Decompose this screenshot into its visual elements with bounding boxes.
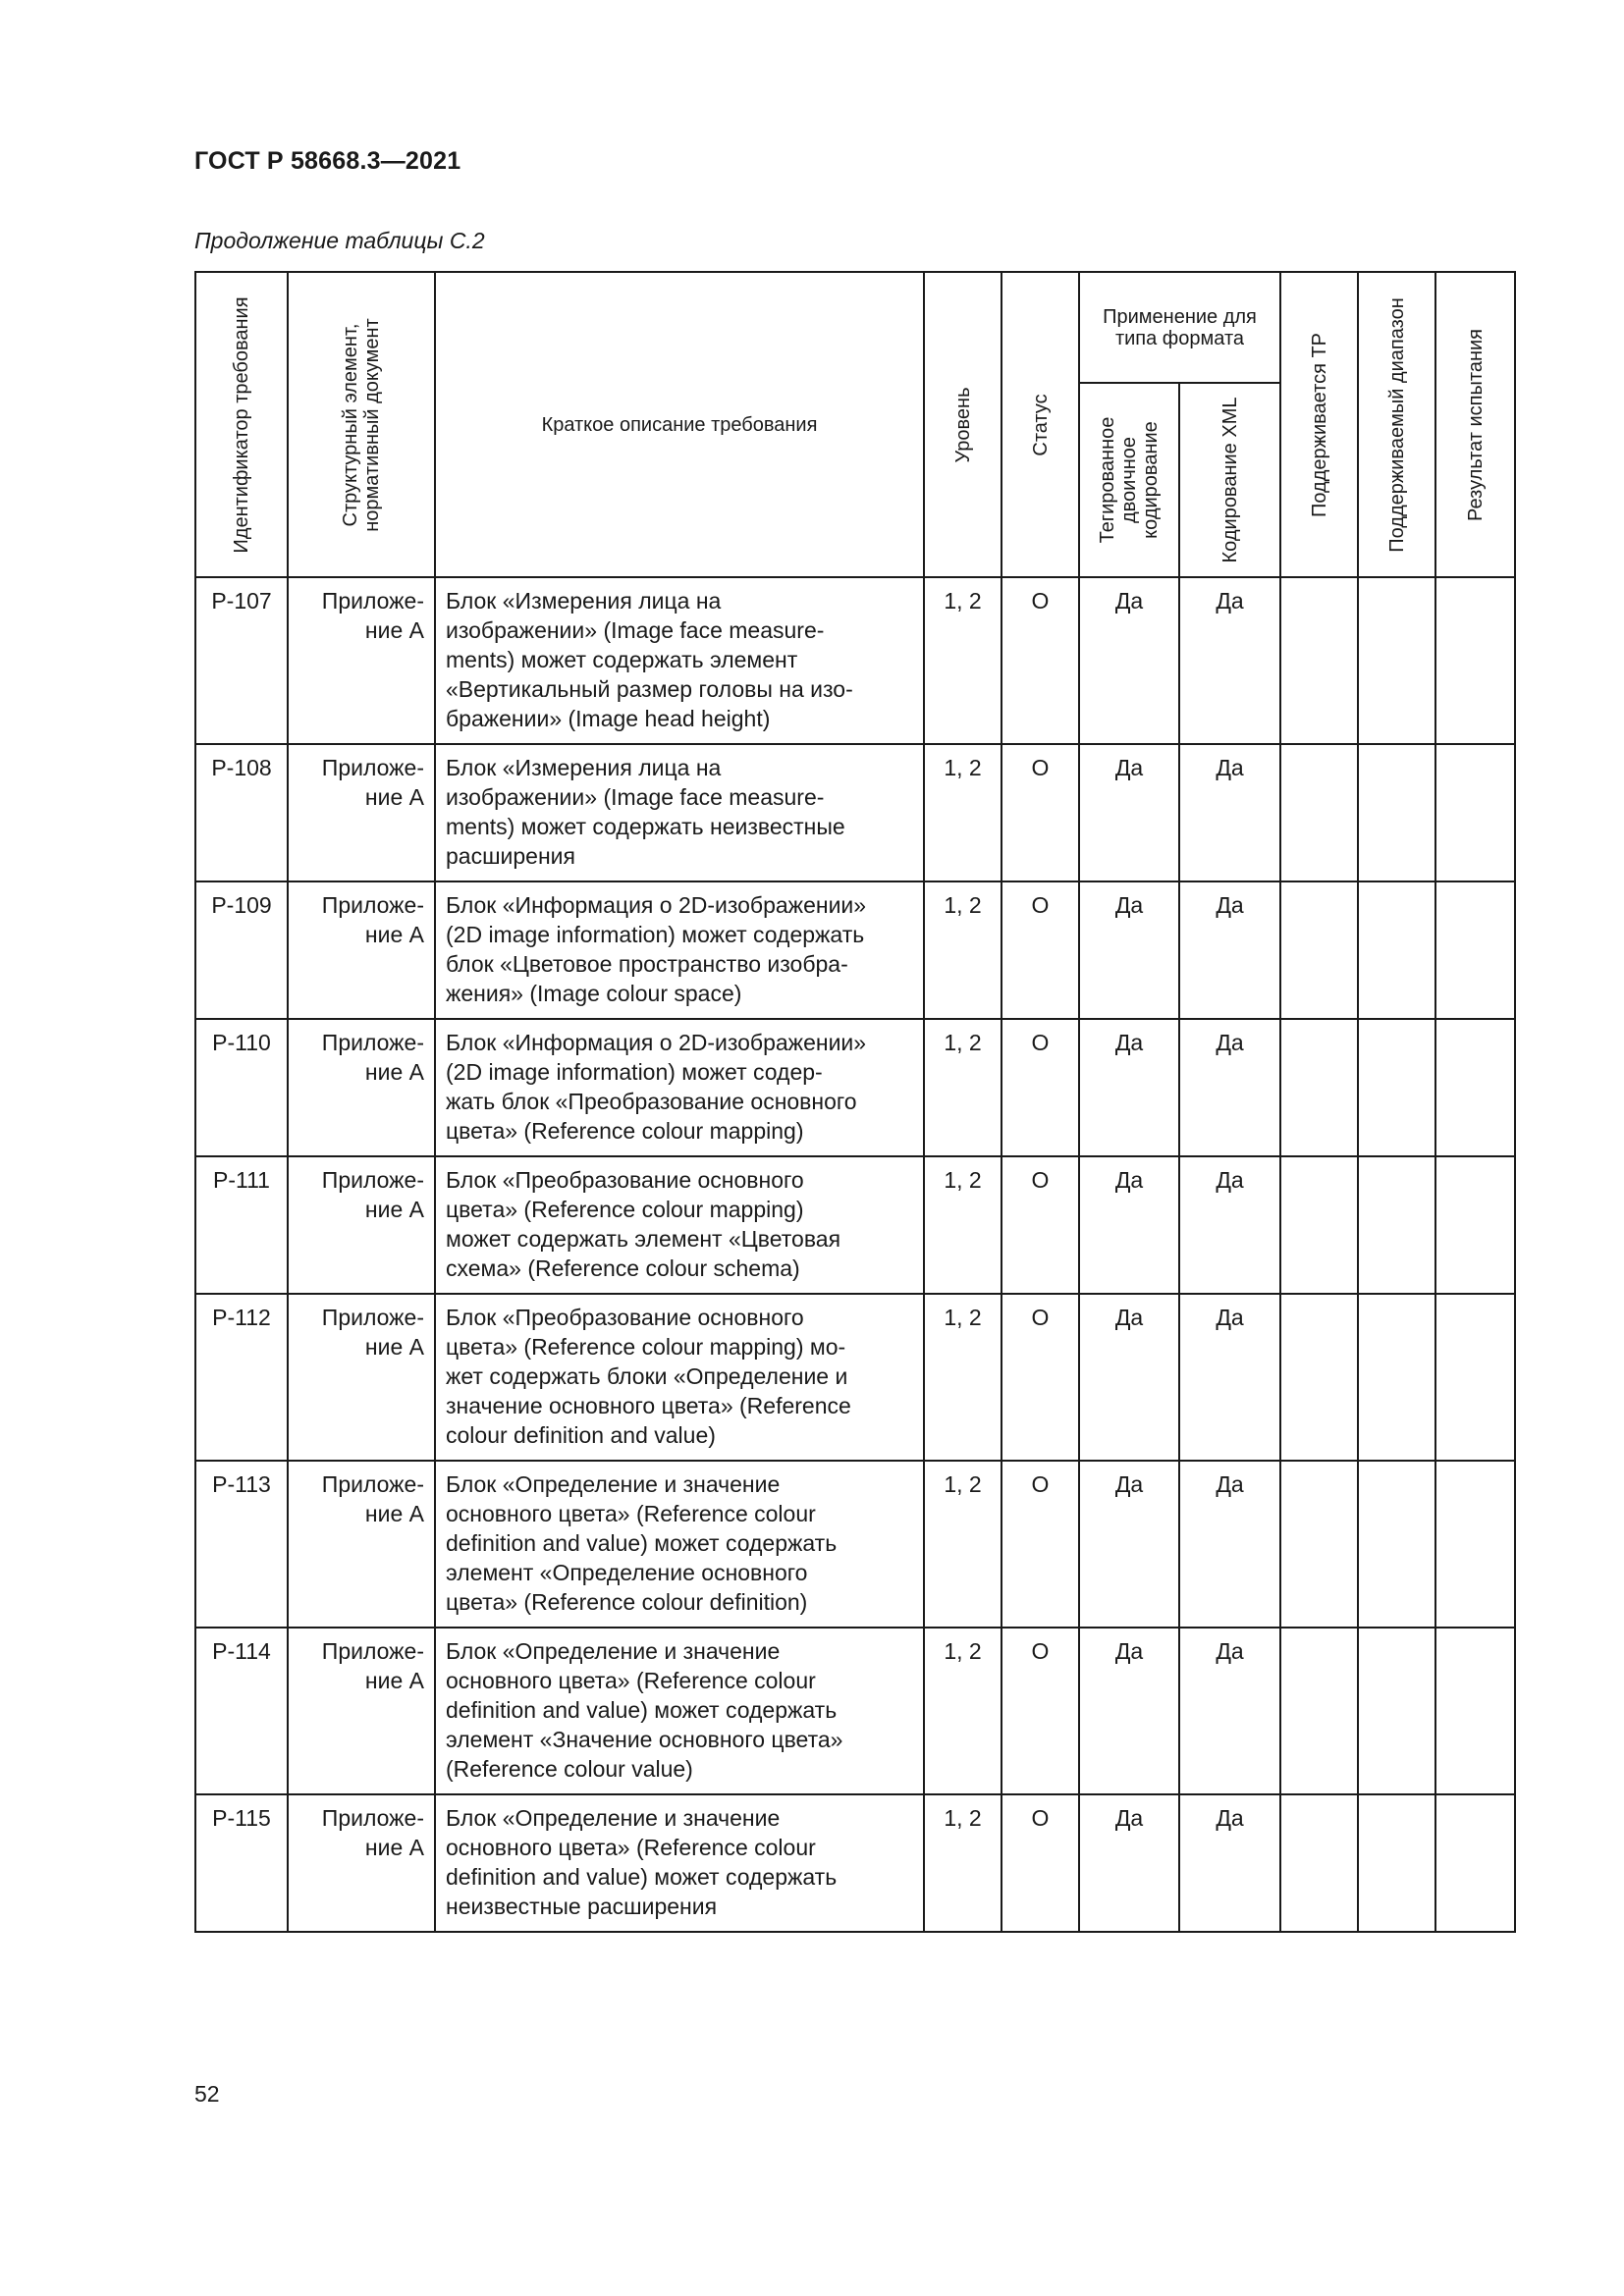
cell-binary: Да [1079, 1156, 1179, 1294]
cell-element: Приложе- ние А [288, 1794, 435, 1932]
cell-xml: Да [1179, 577, 1280, 744]
cell-description: Блок «Измерения лица на изображении» (Image face measure- ments) может содержать элемент «Вертикальный размер головы на изо- бражении» (Image head height) [435, 577, 924, 744]
cell-id: P-110 [195, 1019, 288, 1156]
cell-result [1435, 1628, 1515, 1794]
cell-element: Приложе- ние А [288, 744, 435, 881]
column-header-application: Применение для типа формата [1079, 272, 1280, 383]
cell-result [1435, 577, 1515, 744]
table-row [195, 744, 1515, 881]
cell-supported [1280, 1461, 1358, 1628]
requirements-table [194, 271, 1516, 1933]
cell-level: 1, 2 [924, 1019, 1001, 1156]
cell-binary: Да [1079, 1461, 1179, 1628]
cell-result [1435, 1294, 1515, 1461]
cell-description: Блок «Измерения лица на изображении» (Image face measure- ments) может содержать неизвестные расширения [435, 744, 924, 881]
cell-xml: Да [1179, 1294, 1280, 1461]
cell-element: Приложе- ние А [288, 881, 435, 1019]
table-row [195, 577, 1515, 744]
cell-binary: Да [1079, 744, 1179, 881]
cell-level: 1, 2 [924, 1156, 1001, 1294]
table-caption: Продолжение таблицы С.2 [194, 228, 485, 253]
cell-binary: Да [1079, 1794, 1179, 1932]
cell-xml: Да [1179, 1794, 1280, 1932]
document-header: ГОСТ Р 58668.3—2021 [194, 147, 461, 175]
cell-range [1358, 1019, 1435, 1156]
cell-xml: Да [1179, 1461, 1280, 1628]
cell-supported [1280, 1019, 1358, 1156]
column-header-level: Уровень [924, 272, 1001, 577]
cell-level: 1, 2 [924, 1794, 1001, 1932]
cell-supported [1280, 577, 1358, 744]
column-header-supported: Поддерживается ТР [1280, 272, 1358, 577]
cell-xml: Да [1179, 1019, 1280, 1156]
cell-status: О [1001, 1156, 1079, 1294]
column-header-binary: Тегированное двоичное кодирование [1079, 383, 1179, 577]
cell-xml: Да [1179, 1628, 1280, 1794]
cell-element: Приложе- ние А [288, 577, 435, 744]
cell-id: P-114 [195, 1628, 288, 1794]
cell-status: О [1001, 577, 1079, 744]
table-row [195, 1628, 1515, 1794]
cell-binary: Да [1079, 1019, 1179, 1156]
table-row [195, 1461, 1515, 1628]
cell-description: Блок «Определение и значение основного цвета» (Reference colour definition and value) может содержать неизвестные расширения [435, 1794, 924, 1932]
cell-id: P-115 [195, 1794, 288, 1932]
cell-supported [1280, 1794, 1358, 1932]
cell-range [1358, 1628, 1435, 1794]
cell-range [1358, 881, 1435, 1019]
cell-binary: Да [1079, 577, 1179, 744]
column-header-status: Статус [1001, 272, 1079, 577]
cell-element: Приложе- ние А [288, 1156, 435, 1294]
cell-result [1435, 1156, 1515, 1294]
cell-description: Блок «Преобразование основного цвета» (Reference colour mapping) мо- жет содержать блоки «Определение и значение основного цвета» (Reference colour definition and value) [435, 1294, 924, 1461]
cell-supported [1280, 744, 1358, 881]
cell-description: Блок «Преобразование основного цвета» (Reference colour mapping) может содержать элемент «Цветовая схема» (Reference colour schema) [435, 1156, 924, 1294]
cell-level: 1, 2 [924, 577, 1001, 744]
cell-id: P-112 [195, 1294, 288, 1461]
cell-status: О [1001, 744, 1079, 881]
table-body [195, 577, 1515, 1932]
cell-level: 1, 2 [924, 1628, 1001, 1794]
table-row [195, 881, 1515, 1019]
cell-id: P-113 [195, 1461, 288, 1628]
cell-xml: Да [1179, 881, 1280, 1019]
cell-result [1435, 1794, 1515, 1932]
cell-status: О [1001, 1628, 1079, 1794]
cell-status: О [1001, 881, 1079, 1019]
table-row [195, 1019, 1515, 1156]
cell-id: P-107 [195, 577, 288, 744]
column-header-xml: Кодирование XML [1179, 383, 1280, 577]
cell-element: Приложе- ние А [288, 1019, 435, 1156]
column-header-range: Поддерживаемый диапазон [1358, 272, 1435, 577]
cell-binary: Да [1079, 1294, 1179, 1461]
cell-result [1435, 1461, 1515, 1628]
cell-binary: Да [1079, 881, 1179, 1019]
cell-result [1435, 1019, 1515, 1156]
column-header-description: Краткое описание требования [435, 272, 924, 577]
cell-element: Приложе- ние А [288, 1294, 435, 1461]
cell-level: 1, 2 [924, 1294, 1001, 1461]
column-header-element: Структурный элемент, нормативный документ [288, 272, 435, 577]
page-number: 52 [194, 2081, 220, 2107]
cell-binary: Да [1079, 1628, 1179, 1794]
cell-range [1358, 1461, 1435, 1628]
cell-range [1358, 1156, 1435, 1294]
cell-status: О [1001, 1461, 1079, 1628]
cell-supported [1280, 1294, 1358, 1461]
cell-result [1435, 744, 1515, 881]
cell-description: Блок «Информация о 2D-изображении» (2D image information) может содер- жать блок «Преобразование основного цвета» (Reference colour mapping) [435, 1019, 924, 1156]
cell-supported [1280, 1628, 1358, 1794]
cell-range [1358, 1294, 1435, 1461]
column-header-result: Результат испытания [1435, 272, 1515, 577]
cell-level: 1, 2 [924, 881, 1001, 1019]
cell-level: 1, 2 [924, 744, 1001, 881]
cell-status: О [1001, 1294, 1079, 1461]
cell-description: Блок «Информация о 2D-изображении» (2D image information) может содержать блок «Цветовое пространство изобра- жения» (Image colour space) [435, 881, 924, 1019]
table-row [195, 1294, 1515, 1461]
cell-supported [1280, 881, 1358, 1019]
cell-description: Блок «Определение и значение основного цвета» (Reference colour definition and value) может содержать элемент «Определение основного цвета» (Reference colour definition) [435, 1461, 924, 1628]
cell-supported [1280, 1156, 1358, 1294]
table-row [195, 1794, 1515, 1932]
cell-element: Приложе- ние А [288, 1628, 435, 1794]
cell-range [1358, 577, 1435, 744]
cell-id: P-108 [195, 744, 288, 881]
cell-range [1358, 1794, 1435, 1932]
cell-status: О [1001, 1019, 1079, 1156]
cell-xml: Да [1179, 744, 1280, 881]
cell-range [1358, 744, 1435, 881]
column-header-id: Идентификатор требования [195, 272, 288, 577]
cell-id: P-109 [195, 881, 288, 1019]
table-row [195, 1156, 1515, 1294]
cell-element: Приложе- ние А [288, 1461, 435, 1628]
cell-result [1435, 881, 1515, 1019]
cell-description: Блок «Определение и значение основного цвета» (Reference colour definition and value) может содержать элемент «Значение основного цвета» (Reference colour value) [435, 1628, 924, 1794]
cell-id: P-111 [195, 1156, 288, 1294]
cell-status: О [1001, 1794, 1079, 1932]
cell-xml: Да [1179, 1156, 1280, 1294]
cell-level: 1, 2 [924, 1461, 1001, 1628]
